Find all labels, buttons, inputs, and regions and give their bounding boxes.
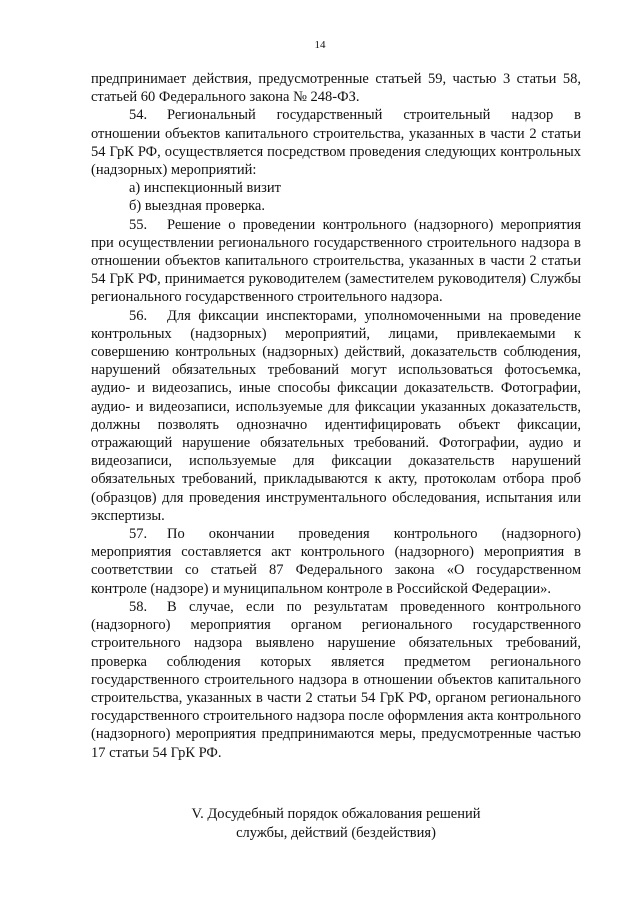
list-item-b xyxy=(91,197,581,215)
section-heading xyxy=(91,805,581,842)
paragraph-56 xyxy=(91,307,581,525)
paragraph-text: Региональный государственный строительный надзор в отношении объектов капитального строительства, указанных в части 2 статьи 54 ГрК РФ, осуществляется посредством проведения следующих контрольных (надзорных) мероприятий: xyxy=(91,107,581,179)
paragraph-number: 55. xyxy=(129,216,148,233)
paragraph-text: Решение о проведении контрольного (надзорного) мероприятия при осуществлении регионального государственного строительного надзора в отношении объектов капитального строительства, указанных в части 2 статьи 54 ГрК РФ, принимается руководителем (заместителем руководителя) Службы регионального государственного строительного надзора. xyxy=(91,216,581,306)
paragraph-55 xyxy=(91,216,581,307)
paragraph-text: В случае, если по результатам проведенного контрольного (надзорного) мероприятия органом регионального государственного строительного надзора выявлено нарушение обязательных требований, проверка соблюдения которых является предметом регионального государственного строительного надзора в отношении объектов капитального строительства, указанных в части 2 статьи 54 ГрК РФ, органом регионального государственного строительного надзора после оформления акта контрольного (надзорного) мероприятия предпринимаются меры, предусмотренные частью 17 статьи 54 ГрК РФ. xyxy=(91,598,581,761)
list-item-text: б) выездная проверка. xyxy=(129,198,265,215)
paragraph-number: 57. xyxy=(129,526,148,543)
paragraph-number: 54. xyxy=(129,107,148,124)
paragraph-57 xyxy=(91,525,581,598)
paragraph-text: предпринимает действия, предусмотренные статьей 59, частью 3 статьи 58, статьей 60 Федерального закона № 248-ФЗ. xyxy=(91,71,581,106)
paragraph-58 xyxy=(91,598,581,762)
document-body xyxy=(91,70,581,762)
paragraph-text: Для фиксации инспекторами, уполномоченными на проведение контрольных (надзорных) мероприятий, лицами, привлекаемыми к совершению контрольных (надзорных) действий, доказательств соблюдения, нарушений обязательных требований могут использоваться фотосъемка, аудио- и видеозапись, иные способы фиксации доказательств. Фотографии, аудио- и видеозаписи, используемые для фиксации указанных доказательств, должны позволять однозначно идентифицировать объект фиксации, отражающий нарушение обязательных требований. Фотографии, аудио и видеозаписи, используемые для фиксации доказательств нарушений обязательных требований, прикладываются к акту, протоколам отбора проб (образцов) для проведения инструментального обследования, испытания или экспертизы. xyxy=(91,307,581,524)
paragraph-number: 58. xyxy=(129,598,148,615)
page-number: 14 xyxy=(314,39,326,51)
paragraph-text: По окончании проведения контрольного (надзорного) мероприятия составляется акт контрольного (надзорного) мероприятия в соответствии со статьей 87 Федерального закона «О государственном контроле (надзоре) и муниципальном контроле в Российской Федерации». xyxy=(91,526,581,597)
section-heading-line-2: службы, действий (бездействия) xyxy=(236,824,436,841)
list-item-text: а) инспекционный визит xyxy=(129,180,281,197)
section-heading-line-1: V. Досудебный порядок обжалования решений xyxy=(191,806,481,822)
paragraph-number: 56. xyxy=(129,307,148,324)
paragraph-continuation xyxy=(91,70,581,106)
list-item-a xyxy=(91,179,581,197)
paragraph-54 xyxy=(91,106,581,179)
